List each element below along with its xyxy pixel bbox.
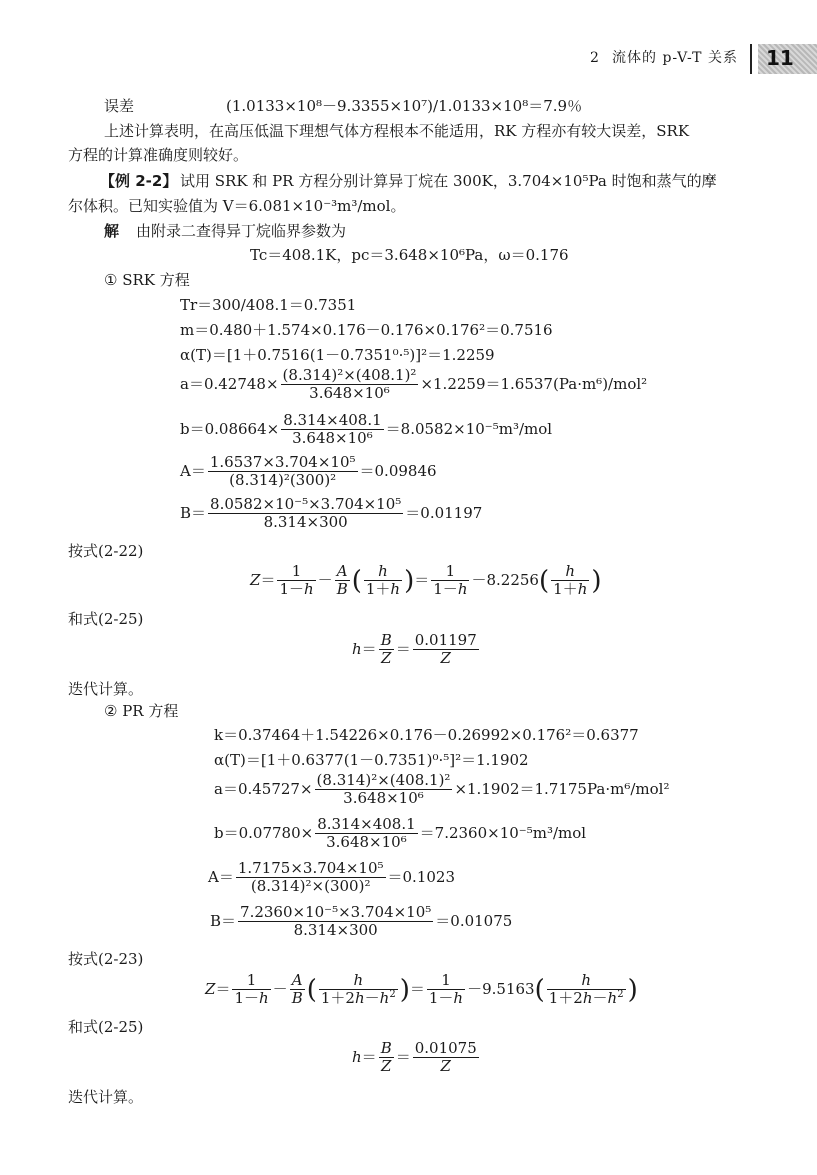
srk-A-fraction [208,454,358,490]
example-line-2: 尔体积。已知实验值为 V＝6.081×10⁻³m³/mol。 [68,197,406,215]
chapter-number: 2 [590,50,600,66]
srk-alpha-equation: α(T)＝[1＋0.7516(1－0.7351⁰·⁵)]²＝1.2259 [180,346,495,364]
pr-h-value: 0.01075 [414,1039,477,1057]
srk-A-equation [180,454,437,490]
header-divider [750,44,752,74]
srk-b-denominator: 3.648×10⁶ [292,429,373,448]
error-label: 误差 [104,97,135,115]
pr-a-numerator: (8.314)²×(408.1)² [316,771,451,789]
srk-Z-coefficient: －8.2256 [471,570,539,589]
srk-A-numerator: 1.6537×3.704×10⁵ [209,453,356,471]
srk-eq-ref-1: 按式(2-22) [68,542,144,560]
pr-a-equation [214,772,669,808]
srk-b-lhs: b＝0.08664× [180,419,280,438]
srk-B-lhs: B＝ [180,503,207,522]
pr-a-denominator: 3.648×10⁶ [343,789,424,808]
srk-b-fraction [281,412,383,448]
srk-m-equation: m＝0.480＋1.574×0.176－0.176×0.176²＝0.7516 [180,321,553,339]
page-number: 11 [766,46,794,70]
pr-Z-equation: Z＝ $\frac{1}{1-h}$ － $\frac{A}{B}$ ( $\frac{h}{1+2h-h^2}$ )＝ $\frac{1}{1-h}$ －9.5163( $\frac{h}{1+2h-h^2}$ ) [205,971,638,1008]
pr-h-equation: h＝ $\frac{B}{Z}$ ＝ $\frac{0.01075}{Z}$ [352,1039,477,1076]
pr-b-denominator: 3.648×10⁶ [326,833,407,852]
pr-eq-ref-1: 按式(2-23) [68,950,144,968]
srk-A-rhs: ＝0.09846 [359,461,437,480]
pr-b-fraction [315,816,417,852]
pr-Z-coefficient: －9.5163 [467,979,535,998]
srk-B-denominator: 8.314×300 [263,513,348,532]
srk-heading: ① SRK 方程 [104,271,190,289]
pr-b-lhs: b＝0.07780× [214,823,314,842]
pr-eq-ref-2: 和式(2-25) [68,1018,144,1036]
srk-h-equation: h＝ $\frac{B}{Z}$ ＝ $\frac{0.01197}{Z}$ [352,631,477,668]
srk-h-value: 0.01197 [414,631,477,649]
srk-a-numerator: (8.314)²×(408.1)² [282,366,417,384]
pr-B-denominator: 8.314×300 [293,921,378,940]
pr-B-rhs: ＝0.01075 [435,911,513,930]
srk-a-denominator: 3.648×10⁶ [309,384,390,403]
chapter-title: 流体的 p-V-T 关系 [612,50,738,66]
pr-B-numerator: 7.2360×10⁻⁵×3.704×10⁵ [240,903,432,921]
example-tag: 【例 2-2】 [100,172,178,190]
srk-iterate: 迭代计算。 [68,680,144,698]
pr-heading: ② PR 方程 [104,702,179,720]
pr-a-rhs: ×1.1902＝1.7175Pa·m⁶/mol² [454,779,670,798]
pr-B-fraction [238,904,433,940]
pr-A-equation [208,860,455,896]
example-line-1: 试用 SRK 和 PR 方程分别计算异丁烷在 300K，3.704×10⁵Pa 时饱和蒸气的摩 [180,172,717,190]
pr-B-equation [210,904,512,940]
srk-B-rhs: ＝0.01197 [405,503,483,522]
pr-B-lhs: B＝ [210,911,237,930]
pr-A-rhs: ＝0.1023 [387,867,456,886]
pr-alpha-equation: α(T)＝[1＋0.6377(1－0.7351)⁰·⁵]²＝1.1902 [214,751,529,769]
pr-k-equation: k＝0.37464＋1.54226×0.176－0.26992×0.176²＝0.6377 [214,726,639,744]
pr-A-fraction [236,860,386,896]
pr-b-equation [214,816,586,852]
srk-reduced-temperature: Tr＝300/408.1＝0.7351 [180,296,357,314]
critical-parameters: Tc＝408.1K，pc＝3.648×10⁶Pa，ω＝0.176 [250,246,569,264]
conclusion-line-2: 方程的计算准确度则较好。 [68,146,249,164]
solution-text: 由附录二查得异丁烷临界参数为 [136,222,347,240]
srk-B-numerator: 8.0582×10⁻⁵×3.704×10⁵ [210,495,402,513]
srk-a-lhs: a＝0.42748× [180,374,279,393]
pr-b-numerator: 8.314×408.1 [317,815,416,833]
srk-A-denominator: (8.314)²(300)² [229,471,337,490]
pr-a-lhs: a＝0.45727× [214,779,313,798]
pr-b-rhs: ＝7.2360×10⁻⁵m³/mol [419,823,587,842]
srk-b-rhs: ＝8.0582×10⁻⁵m³/mol [385,419,553,438]
srk-a-rhs: ×1.2259＝1.6537(Pa·m⁶)/mol² [420,374,648,393]
solution-tag: 解 [104,222,120,240]
conclusion-line-1: 上述计算表明，在高压低温下理想气体方程根本不能适用，RK 方程亦有较大误差，SRK [104,122,690,140]
srk-b-numerator: 8.314×408.1 [283,411,382,429]
srk-Z-equation: Z＝ $\frac{1}{1-h}$ － $\frac{A}{B}$ ( $\frac{h}{1+h}$ )＝ $\frac{1}{1-h}$ －8.2256( $\frac{h}{1+h}$ ) [250,562,602,599]
srk-a-equation [180,367,647,403]
pr-a-fraction [315,772,453,808]
error-expression: (1.0133×10⁸－9.3355×10⁷)/1.0133×10⁸＝7.9％ [226,97,583,115]
srk-A-lhs: A＝ [180,461,206,480]
srk-eq-ref-2: 和式(2-25) [68,610,144,628]
srk-a-fraction [281,367,419,403]
srk-b-equation [180,412,552,448]
srk-B-equation [180,496,482,532]
pr-A-lhs: A＝ [208,867,234,886]
pr-A-numerator: 1.7175×3.704×10⁵ [237,859,384,877]
pr-A-denominator: (8.314)²×(300)² [250,877,371,896]
srk-B-fraction [208,496,403,532]
pr-iterate: 迭代计算。 [68,1088,144,1106]
